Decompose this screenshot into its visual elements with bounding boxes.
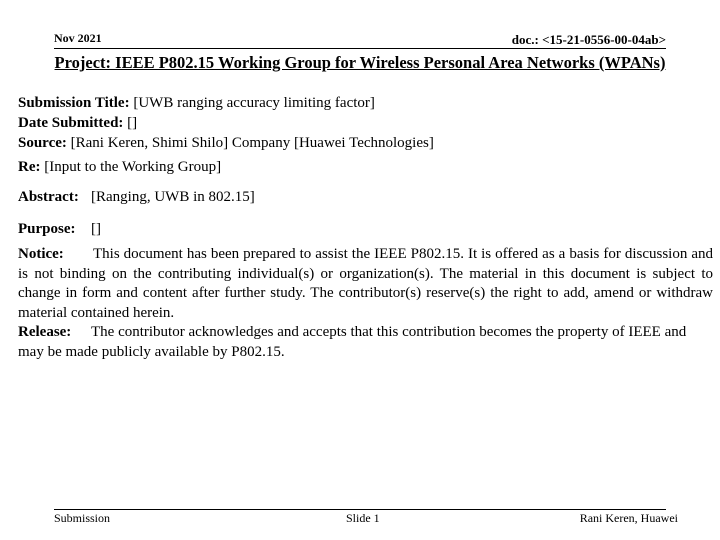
abstract-field (18, 187, 714, 207)
submission-title-value: [UWB ranging accuracy limiting factor] (133, 95, 375, 111)
source-field (18, 133, 714, 153)
date-submitted-field (18, 113, 714, 133)
footer-author: Rani Keren, Huawei (579, 511, 678, 525)
submission-title-field (18, 93, 714, 113)
footer-slide-number: Slide 1 (346, 511, 380, 525)
notice-text: This document has been prepared to assist the IEEE P802.15. It is offered as a basis for discussion and is not binding on the contributing individual(s) or organization(s). The material in this document is subject to change in form and content after further study. The contributor(s) reserve(s) the right to add, amend or withdraw material contained herein. (18, 246, 713, 322)
abstract-value: [Ranging, UWB in 802.15] (91, 189, 255, 205)
release-paragraph (18, 322, 713, 362)
submission-title-label: Submission Title: (18, 95, 130, 111)
abstract-label: Abstract: (18, 189, 79, 205)
purpose-label: Purpose: (18, 221, 76, 237)
source-value: [Rani Keren, Shimi Shilo] Company [Huawei Technologies] (70, 135, 434, 151)
date-submitted-value: [] (127, 115, 138, 131)
re-label: Re: (18, 159, 41, 175)
header-date: Nov 2021 (54, 31, 102, 45)
footer-divider (54, 509, 666, 510)
notice-label: Notice: (18, 246, 64, 262)
purpose-value: [] (91, 221, 101, 237)
release-text: The contributor acknowledges and accepts that this contribution becomes the property of IEEE and may be made publicly available by P802.15. (18, 324, 687, 360)
header-divider (54, 48, 666, 49)
date-submitted-label: Date Submitted: (18, 115, 124, 131)
re-field (18, 157, 714, 177)
footer-submission: Submission (54, 511, 111, 525)
release-label: Release: (18, 324, 72, 340)
project-title: Project: IEEE P802.15 Working Group for Wireless Personal Area Networks (WPANs) (54, 53, 666, 72)
header-doc-id: doc.: <15-21-0556-00-04ab> (511, 32, 666, 47)
re-value: [Input to the Working Group] (44, 159, 222, 175)
source-label: Source: (18, 135, 67, 151)
notice-paragraph (18, 245, 713, 324)
purpose-field (18, 219, 714, 239)
